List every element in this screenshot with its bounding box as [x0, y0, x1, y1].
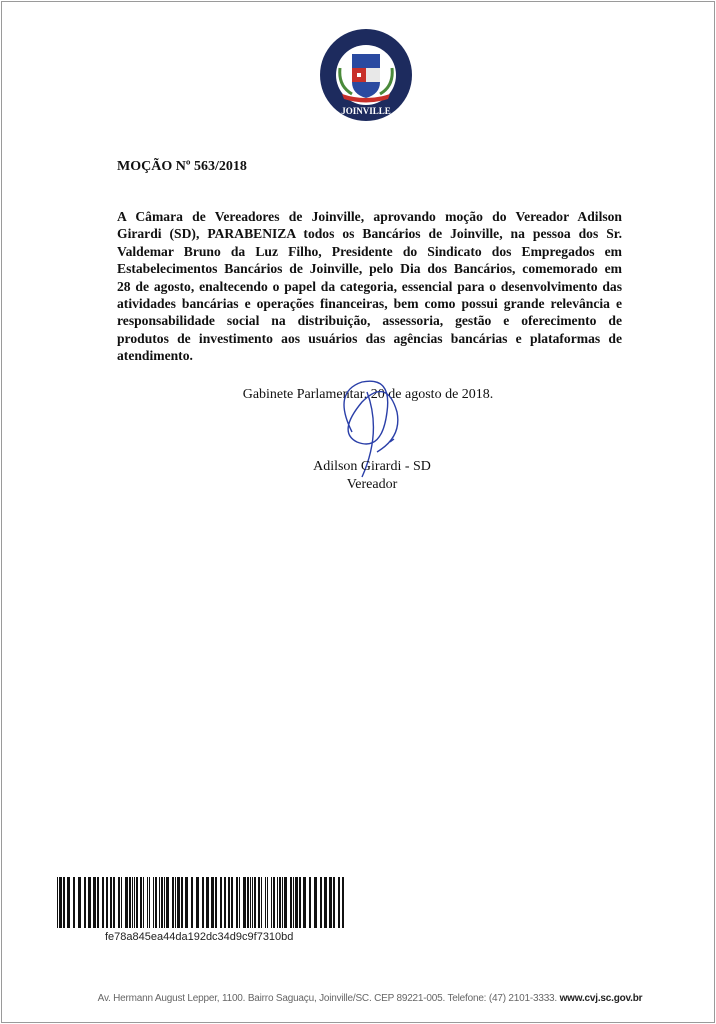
barcode-hash: fe78a845ea44da192dc34d9c9f7310bd: [105, 931, 294, 943]
barcode-bar: [153, 877, 154, 928]
barcode-bar: [57, 877, 58, 928]
barcode-bar: [118, 877, 120, 928]
barcode-bar: [155, 877, 157, 928]
barcode-bar: [224, 877, 226, 928]
barcode-bar: [78, 877, 81, 928]
barcode-bar: [261, 877, 262, 928]
barcode-bar: [314, 877, 317, 928]
chamber-seal-logo: [316, 28, 416, 122]
barcode-bar: [320, 877, 322, 928]
barcode-bar: [293, 877, 294, 928]
barcode-bar: [206, 877, 209, 928]
barcode-bar: [63, 877, 65, 928]
barcode-bar: [113, 877, 115, 928]
footer-address-text: Av. Hermann August Lepper, 1100. Bairro Saguaçu, Joinville/SC. CEP 89221-005. Telefone: (47) 2101-3333.: [97, 993, 557, 1004]
barcode-bar: [267, 877, 268, 928]
barcode-bar: [129, 877, 131, 928]
signatory-role: Vereador: [346, 477, 398, 492]
barcode-bar: [106, 877, 108, 928]
barcode-bar: [93, 877, 96, 928]
barcode-bar: [121, 877, 122, 928]
barcode-bar: [228, 877, 230, 928]
barcode-bar: [303, 877, 306, 928]
barcode-bar: [102, 877, 104, 928]
barcode-bar: [149, 877, 150, 928]
barcode-bar: [329, 877, 332, 928]
signatory-name: Adilson Girardi - SD: [313, 459, 431, 474]
barcode-bar: [134, 877, 135, 928]
barcode-bar: [247, 877, 249, 928]
barcode-bar: [309, 877, 311, 928]
body-line: produtos de investimento aos usuários das agências bancárias e plataformas de: [117, 330, 622, 346]
page-border: [1, 1, 715, 1023]
barcode-bar: [136, 877, 138, 928]
barcode-bar: [295, 877, 298, 928]
footer-address: [0, 993, 716, 1004]
barcode-bar: [73, 877, 75, 928]
date-line: Gabinete Parlamentar, 20 de agosto de 2018.: [242, 387, 494, 402]
barcode-bar: [88, 877, 91, 928]
barcode-bar: [159, 877, 160, 928]
barcode-bar: [254, 877, 256, 928]
barcode-bar: [132, 877, 133, 928]
barcode-bar: [172, 877, 174, 928]
barcode-bar: [279, 877, 281, 928]
barcode-bar: [185, 877, 188, 928]
motion-body: [117, 208, 622, 365]
barcode-bar: [211, 877, 214, 928]
body-line: atividades bancárias e operações financeiras, bem como possui grande relevância e: [117, 295, 622, 311]
barcode-bar: [277, 877, 278, 928]
barcode-bar: [271, 877, 272, 928]
barcode-bar: [196, 877, 199, 928]
barcode-bar: [84, 877, 86, 928]
barcode-bar: [342, 877, 344, 928]
barcode-bar: [147, 877, 148, 928]
barcode-bar: [202, 877, 204, 928]
barcode-bar: [258, 877, 260, 928]
barcode-bar: [220, 877, 222, 928]
barcode-bar: [177, 877, 180, 928]
barcode-bar: [290, 877, 292, 928]
barcode-bar: [110, 877, 112, 928]
body-line: Estabelecimentos Bancários de Joinville, pelo Dia dos Bancários, comemorado em: [117, 261, 622, 277]
barcode-bar: [243, 877, 246, 928]
barcode-bar: [166, 877, 169, 928]
barcode-bar: [252, 877, 253, 928]
body-line: Girardi (SD), PARABENIZA todos os Bancários de Joinville, na pessoa dos Sr.: [117, 226, 622, 242]
barcode-bar: [175, 877, 176, 928]
barcode-bar: [191, 877, 193, 928]
body-line: Valdemar Bruno da Luz Filho, Presidente do Sindicato dos Empregados em: [117, 243, 622, 259]
barcode-bar: [161, 877, 163, 928]
barcode-bar: [273, 877, 275, 928]
body-line: 28 de agosto, enaltecendo o papel da categoria, essencial para o desenvolvimento das: [117, 278, 622, 294]
barcode-bar: [284, 877, 287, 928]
body-line: A Câmara de Vereadores de Joinville, aprovando moção do Vereador Adilson: [117, 209, 622, 224]
body-line: responsabilidade social na distribuição, assessoria, gestão e oferecimento de: [117, 313, 622, 329]
document-barcode: [57, 877, 347, 928]
barcode-bar: [265, 877, 266, 928]
barcode-bar: [324, 877, 327, 928]
barcode-bar: [250, 877, 251, 928]
barcode-bar: [67, 877, 70, 928]
barcode-bar: [282, 877, 283, 928]
barcode-bar: [125, 877, 128, 928]
barcode-bar: [236, 877, 238, 928]
barcode-bar: [333, 877, 335, 928]
barcode-bar: [215, 877, 217, 928]
barcode-bar: [231, 877, 233, 928]
barcode-bar: [239, 877, 240, 928]
body-line: atendimento.: [117, 348, 193, 364]
barcode-bar: [59, 877, 62, 928]
barcode-bar: [181, 877, 183, 928]
barcode-bar: [143, 877, 144, 928]
barcode-bar: [97, 877, 99, 928]
barcode-bar: [299, 877, 301, 928]
motion-title: MOÇÃO Nº 563/2018: [117, 159, 247, 174]
barcode-bar: [140, 877, 142, 928]
barcode-bar: [338, 877, 340, 928]
footer-website-link[interactable]: www.cvj.sc.gov.br: [559, 993, 643, 1004]
svg-text:JOINVILLE: JOINVILLE: [341, 106, 391, 116]
barcode-bar: [164, 877, 165, 928]
